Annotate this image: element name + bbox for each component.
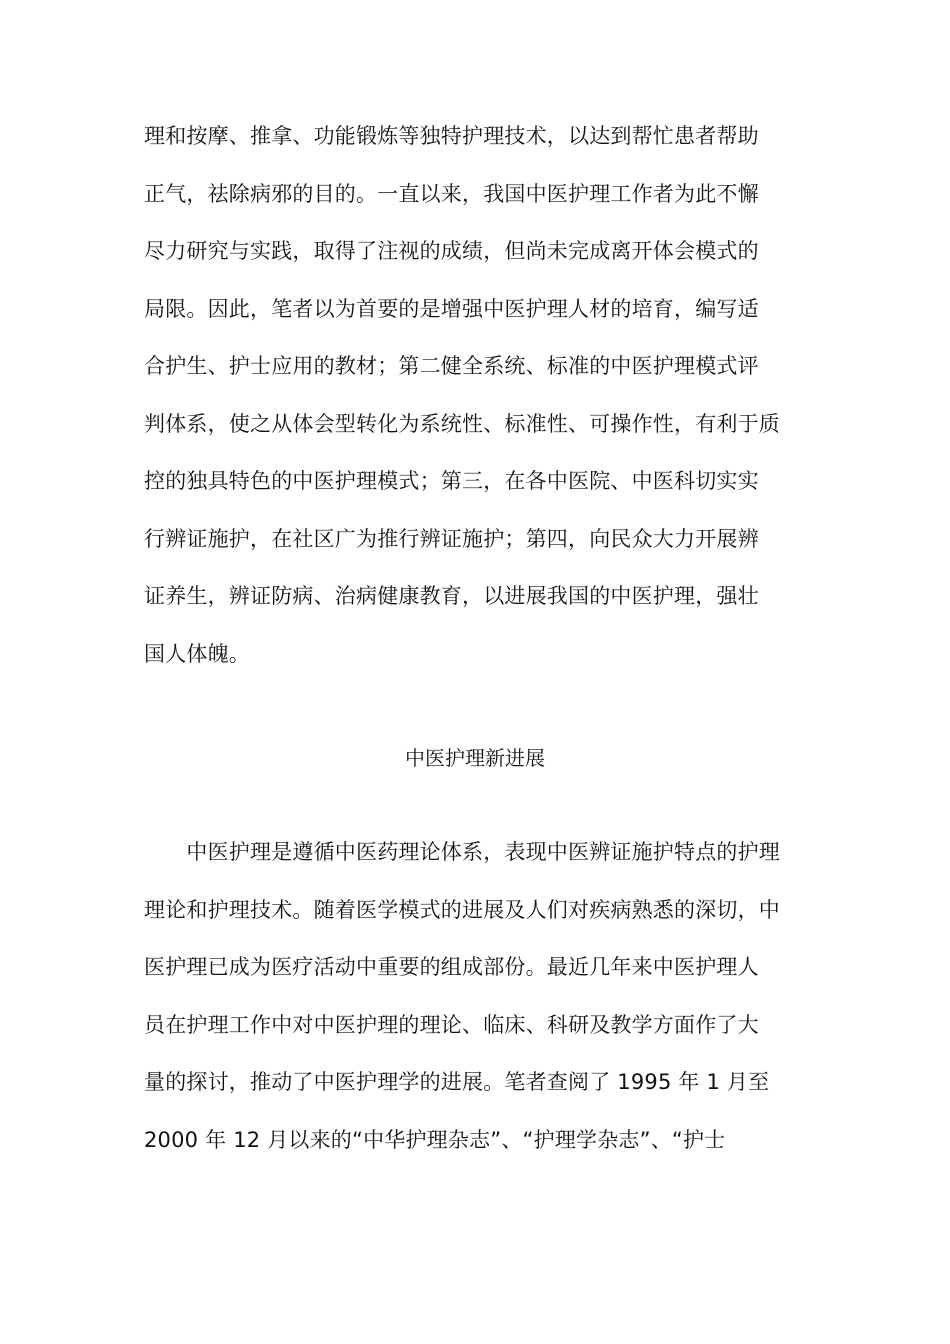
paragraph-1-line-5: 合护生、护士应用的教材；第二健全系统、标准的中医护理模式评	[144, 354, 759, 378]
paragraph-1-line-4: 局限。因此，笔者以为首要的是增强中医护理人材的培育，编写适	[144, 297, 759, 321]
paragraph-2-line-3: 医护理已成为医疗活动中重要的组成部份。最近几年来中医护理人	[144, 955, 759, 979]
paragraph-2-line-1: 中医护理是遵循中医药理论体系，表现中医辨证施护特点的护理	[144, 840, 780, 864]
paragraph-2-line-4: 员在护理工作中对中医护理的理论、临床、科研及教学方面作了大	[144, 1013, 759, 1037]
paragraph-2-line-6: 2000 年 12 月以来的“中华护理杂志”、“护理学杂志”、“护士	[144, 1128, 726, 1152]
paragraph-1-line-2: 正气，祛除病邪的目的。一直以来，我国中医护理工作者为此不懈	[144, 182, 759, 206]
paragraph-2-line-2: 理论和护理技术。随着医学模式的进展及人们对疾病熟悉的深切，中	[144, 898, 780, 922]
paragraph-1-line-10: 国人体魄。	[144, 642, 250, 666]
paragraph-1-line-6: 判体系，使之从体会型转化为系统性、标准性、可操作性，有利于质	[144, 412, 780, 436]
paragraph-1-line-7: 控的独具特色的中医护理模式；第三，在各中医院、中医科切实实	[144, 469, 759, 493]
paragraph-1-line-9: 证养生，辨证防病、治病健康教育，以进展我国的中医护理，强壮	[144, 584, 759, 608]
paragraph-1-line-8: 行辨证施护，在社区广为推行辨证施护；第四，向民众大力开展辨	[144, 527, 759, 551]
paragraph-1-line-1: 理和按摩、推拿、功能锻炼等独特护理技术，以达到帮忙患者帮助	[144, 124, 759, 148]
paragraph-2-line-5: 量的探讨，推动了中医护理学的进展。笔者查阅了 1995 年 1 月至	[144, 1070, 770, 1094]
paragraph-1-line-3: 尽力研究与实践，取得了注视的成绩，但尚未完成离开体会模式的	[144, 239, 759, 263]
section-title: 中医护理新进展	[405, 746, 545, 770]
